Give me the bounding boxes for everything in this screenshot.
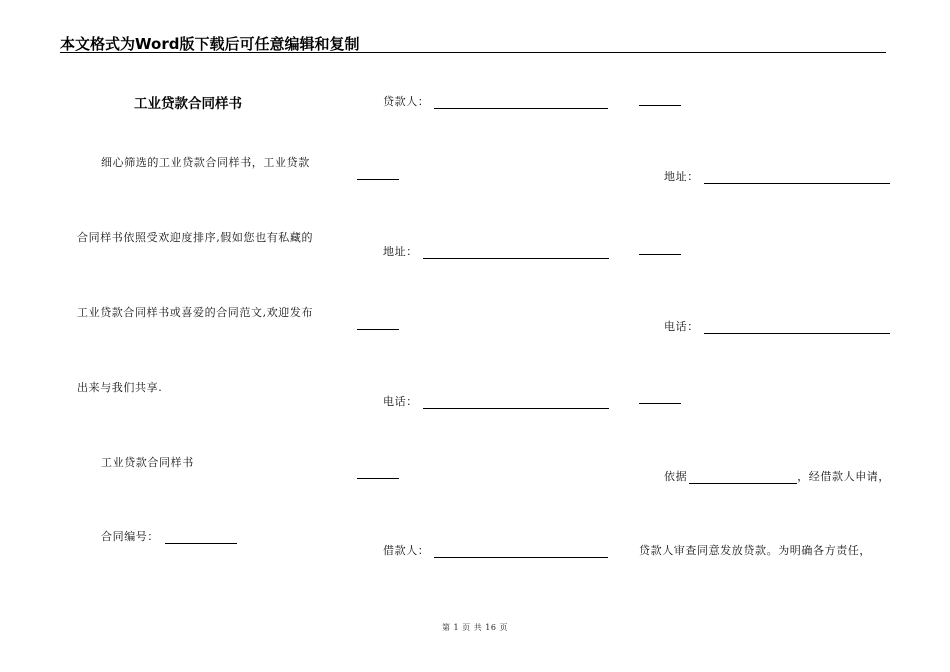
borrower-field[interactable] bbox=[434, 557, 608, 558]
borrower-phone-field[interactable] bbox=[704, 333, 890, 334]
lender-phone-field[interactable] bbox=[423, 408, 609, 409]
borrower-phone-label: 电话： bbox=[664, 320, 699, 333]
basis-field[interactable] bbox=[689, 483, 797, 484]
lender-phone-label: 电话： bbox=[383, 395, 418, 408]
header-rule bbox=[60, 52, 886, 53]
borrower-address-row bbox=[664, 168, 890, 184]
lender-field[interactable] bbox=[434, 108, 608, 109]
lender-label: 贷款人： bbox=[383, 95, 430, 108]
blank-line bbox=[639, 403, 681, 404]
basis-label: 依据 bbox=[664, 470, 688, 483]
document-title: 工业贷款合同样书 bbox=[134, 96, 242, 112]
page-indicator: 第 1 页 共 16 页 bbox=[442, 623, 508, 632]
borrower-label: 借款人： bbox=[383, 544, 430, 557]
lender-address-label: 地址： bbox=[383, 245, 418, 258]
lender-address-row bbox=[383, 243, 609, 259]
borrower-address-label: 地址： bbox=[664, 170, 699, 183]
basis-tail: ，经借款人申请， bbox=[797, 470, 891, 483]
blank-line bbox=[639, 254, 681, 255]
blank-line bbox=[357, 329, 399, 330]
approval-text: 贷款人审查同意发放贷款。为明确各方责任， bbox=[639, 544, 871, 557]
lender-phone-row bbox=[383, 393, 609, 409]
lender-row bbox=[383, 93, 608, 109]
blank-line bbox=[639, 105, 681, 106]
intro-line-4: 出来与我们共享. bbox=[77, 381, 163, 394]
blank-line bbox=[357, 179, 399, 180]
borrower-row bbox=[383, 542, 608, 558]
document-banner: 本文格式为Word版下载后可任意编辑和复制 bbox=[60, 35, 360, 53]
contract-number-row bbox=[101, 528, 237, 544]
blank-line bbox=[357, 478, 399, 479]
borrower-address-field[interactable] bbox=[704, 183, 890, 184]
borrower-phone-row bbox=[664, 318, 890, 334]
contract-number-label: 合同编号： bbox=[101, 530, 159, 543]
lender-address-field[interactable] bbox=[423, 258, 609, 259]
subtitle: 工业贷款合同样书 bbox=[101, 456, 194, 469]
intro-line-3: 工业贷款合同样书或喜爱的合同范文,欢迎发布 bbox=[77, 306, 314, 319]
intro-line-1: 细心筛选的工业贷款合同样书，工业贷款 bbox=[101, 156, 310, 169]
intro-line-2: 合同样书依照受欢迎度排序,假如您也有私藏的 bbox=[77, 231, 314, 244]
basis-row bbox=[664, 468, 890, 484]
contract-number-field[interactable] bbox=[165, 543, 237, 544]
